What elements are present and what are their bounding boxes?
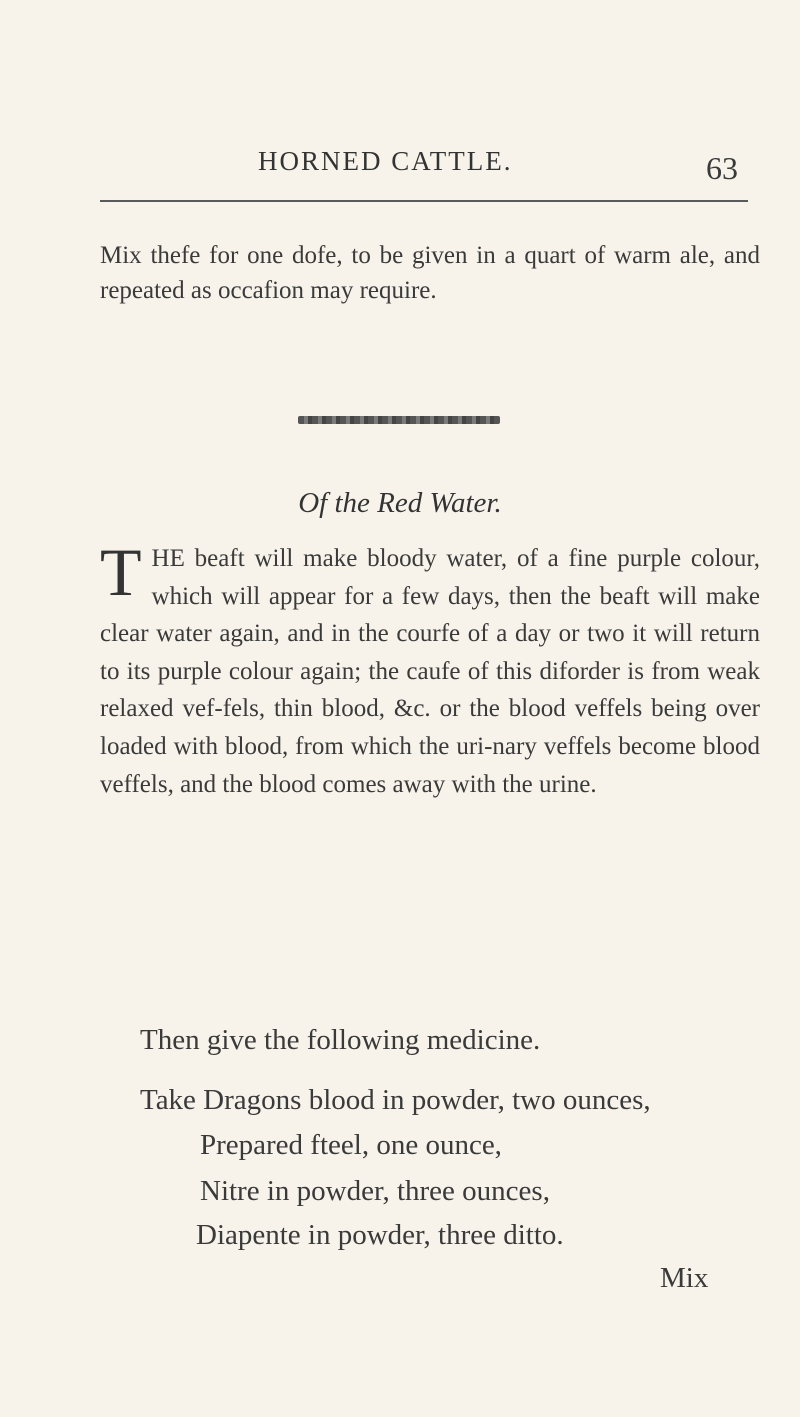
- section-title: Of the Red Water.: [298, 487, 502, 519]
- recipe-line: Take Dragons blood in powder, two ounces,: [140, 1084, 651, 1116]
- drop-initial: T: [100, 534, 142, 610]
- opening-paragraph: Mix thefe for one dofe, to be given in a quart of warm ale, and repeated as occafion may require.: [100, 242, 760, 304]
- section-paragraph: [100, 534, 760, 803]
- header-rule: [100, 200, 748, 202]
- recipe-line: Nitre in powder, three ounces,: [200, 1175, 550, 1207]
- catchword: Mix: [660, 1262, 709, 1294]
- recipe-line: Diapente in powder, three ditto.: [196, 1219, 564, 1251]
- page-number: 63: [706, 150, 738, 186]
- running-head: HORNED CATTLE.: [258, 146, 513, 176]
- section-ornament: [298, 416, 500, 424]
- recipe-line: Prepared fteel, one ounce,: [200, 1129, 502, 1161]
- paragraph-text: HE beaft will make bloody water, of a fine purple colour, which will appear for a few days, then the beaft will make clear water again, and in the courfe of a day or two it will return to its purple colour again; the caufe of this diforder is from weak relaxed vef-fels, thin blood, &c. or the blood veffels being over loaded with blood, from which the uri-nary veffels become blood veffels, and the blood comes away with the urine.: [100, 545, 760, 798]
- instruction-line: Then give the following medicine.: [140, 1024, 541, 1056]
